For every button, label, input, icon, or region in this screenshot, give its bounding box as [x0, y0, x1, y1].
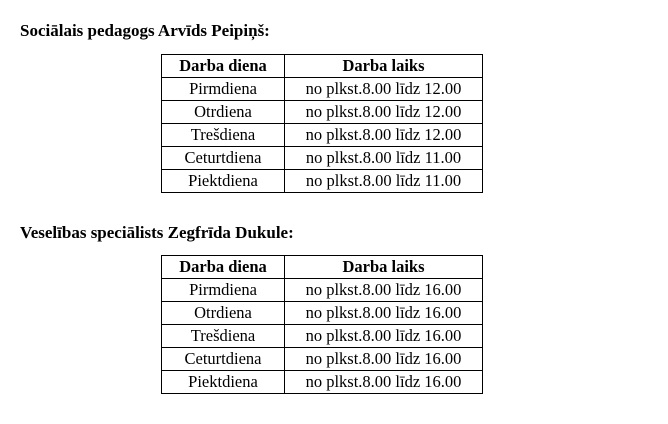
- time-cell: no plkst.8.00 līdz 12.00: [285, 78, 483, 101]
- table-row: [162, 371, 483, 394]
- table-row: [162, 124, 483, 147]
- column-header-work-day: Darba diena: [162, 256, 285, 279]
- time-cell: no plkst.8.00 līdz 12.00: [285, 101, 483, 124]
- time-cell: no plkst.8.00 līdz 11.00: [285, 170, 483, 193]
- time-cell: no plkst.8.00 līdz 12.00: [285, 124, 483, 147]
- day-cell: Pirmdiena: [162, 279, 285, 302]
- day-cell: Otrdiena: [162, 101, 285, 124]
- time-cell: no plkst.8.00 līdz 16.00: [285, 279, 483, 302]
- time-cell: no plkst.8.00 līdz 16.00: [285, 371, 483, 394]
- table-row: [162, 78, 483, 101]
- column-header-work-time: Darba laiks: [285, 256, 483, 279]
- time-cell: no plkst.8.00 līdz 16.00: [285, 348, 483, 371]
- table-row: [162, 101, 483, 124]
- day-cell: Otrdiena: [162, 302, 285, 325]
- day-cell: Piektdiena: [162, 371, 285, 394]
- table-row: [162, 279, 483, 302]
- day-cell: Trešdiena: [162, 124, 285, 147]
- table-row: [162, 170, 483, 193]
- table-row: [162, 147, 483, 170]
- section-heading-health-specialist: Veselības speciālists Zegfrīda Dukule:: [20, 223, 294, 242]
- table-row: [162, 325, 483, 348]
- table-header-row: [162, 55, 483, 78]
- schedule-table-social-pedagogue: [161, 54, 483, 193]
- section-heading-social-pedagogue: Sociālais pedagogs Arvīds Peipiņš:: [20, 21, 270, 40]
- time-cell: no plkst.8.00 līdz 16.00: [285, 325, 483, 348]
- table-row: [162, 302, 483, 325]
- time-cell: no plkst.8.00 līdz 16.00: [285, 302, 483, 325]
- day-cell: Pirmdiena: [162, 78, 285, 101]
- day-cell: Ceturtdiena: [162, 348, 285, 371]
- day-cell: Ceturtdiena: [162, 147, 285, 170]
- day-cell: Piektdiena: [162, 170, 285, 193]
- time-cell: no plkst.8.00 līdz 11.00: [285, 147, 483, 170]
- table-header-row: [162, 256, 483, 279]
- column-header-work-day: Darba diena: [162, 55, 285, 78]
- table-row: [162, 348, 483, 371]
- column-header-work-time: Darba laiks: [285, 55, 483, 78]
- day-cell: Trešdiena: [162, 325, 285, 348]
- schedule-table-health-specialist: [161, 255, 483, 394]
